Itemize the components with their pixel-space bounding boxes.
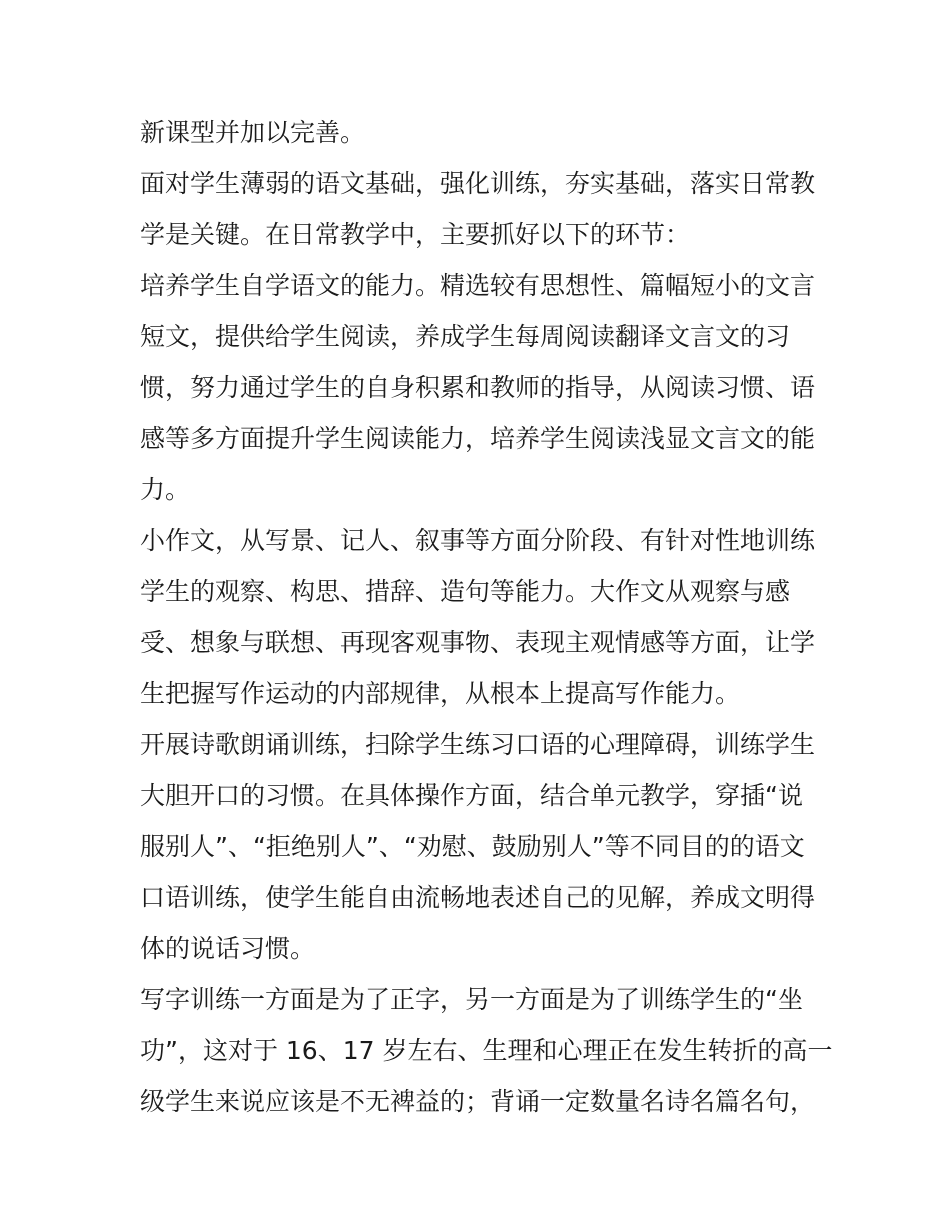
text-line: 体的说话习惯。 [140, 934, 316, 963]
text-line: 新课型并加以完善。 [140, 118, 366, 147]
text-line: 短文，提供给学生阅读，养成学生每周阅读翻译文言文的习 [140, 322, 791, 351]
text-line: 开展诗歌朗诵训练，扫除学生练习口语的心理障碍，训练学生 [140, 730, 816, 759]
paragraph [140, 260, 815, 515]
text-line: 学是关键。在日常教学中，主要抓好以下的环节： [140, 220, 691, 249]
text-line: 面对学生薄弱的语文基础，强化训练，夯实基础，落实日常教 [140, 169, 816, 198]
text-line: 功”，这对于 16、17 岁左右、生理和心理正在发生转折的高一 [140, 1036, 833, 1065]
text-line: 培养学生自学语文的能力。精选较有思想性、篇幅短小的文言 [140, 271, 816, 300]
text-line: 生把握写作运动的内部规律，从根本上提高写作能力。 [140, 679, 741, 708]
text-line: 力。 [140, 475, 191, 504]
paragraph [140, 107, 815, 158]
text-line: 惯，努力通过学生的自身积累和教师的指导，从阅读习惯、语 [140, 373, 816, 402]
text-line: 小作文，从写景、记人、叙事等方面分阶段、有针对性地训练 [140, 526, 816, 555]
text-line: 口语训练，使学生能自由流畅地表述自己的见解，养成文明得 [140, 883, 816, 912]
paragraph [140, 158, 815, 260]
paragraph [140, 515, 815, 719]
text-line: 服别人”、“拒绝别人”、“劝慰、鼓励别人”等不同目的的语文 [140, 832, 805, 861]
text-line: 写字训练一方面是为了正字，另一方面是为了训练学生的“坐 [140, 985, 803, 1014]
text-line: 大胆开口的习惯。在具体操作方面，结合单元教学，穿插“说 [140, 781, 803, 810]
text-line: 感等多方面提升学生阅读能力，培养学生阅读浅显文言文的能 [140, 424, 816, 453]
text-line: 学生的观察、构思、措辞、造句等能力。大作文从观察与感 [140, 577, 791, 606]
paragraph [140, 719, 815, 974]
text-line: 级学生来说应该是不无裨益的；背诵一定数量名诗名篇名句， [140, 1087, 816, 1116]
text-line: 受、想象与联想、再现客观事物、表现主观情感等方面，让学 [140, 628, 816, 657]
paragraph [140, 974, 833, 1127]
document-body [140, 107, 833, 1127]
